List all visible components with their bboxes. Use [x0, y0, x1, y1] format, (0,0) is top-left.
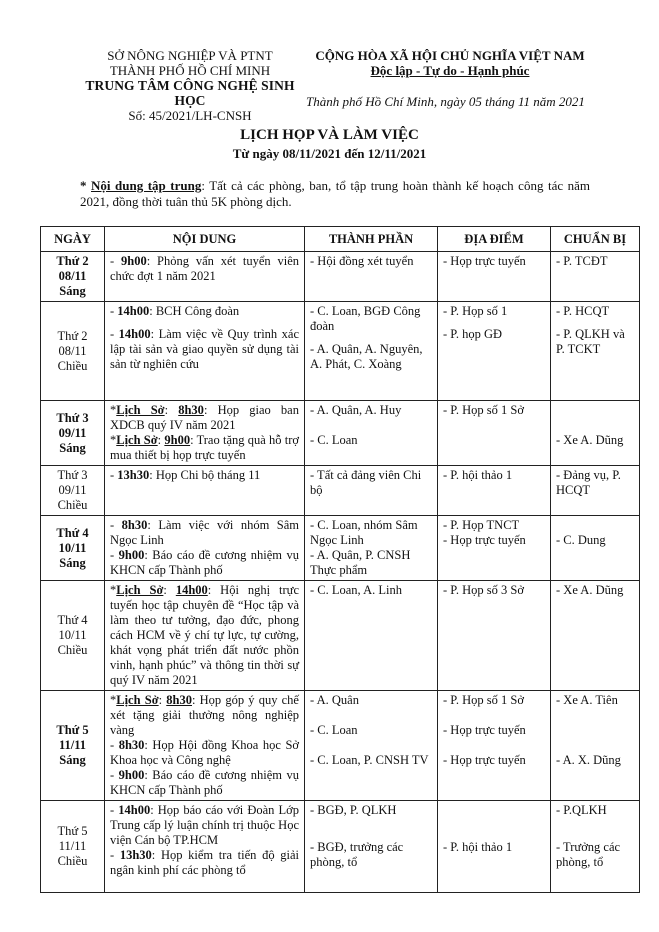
day-line: 09/11: [58, 425, 87, 440]
day-line: 08/11: [58, 343, 87, 358]
agenda-time: 14h00: [118, 803, 151, 817]
place-entry: - P. hội thảo 1: [443, 840, 513, 854]
day-line: Thứ 2: [56, 254, 89, 268]
place-entry: - P. Họp số 1 Sở: [443, 693, 524, 707]
agenda-item: - 14h00: Họp báo cáo với Đoàn Lớp Trung cấp lý luận chính trị thuộc Học viện Cán bộ TP.HCM: [110, 803, 299, 847]
day-cell: [41, 401, 105, 466]
agenda-source-label: Lịch Sở: [116, 583, 164, 597]
agenda-source-label: Lịch Sở: [116, 433, 158, 447]
day-line: Thứ 3: [57, 468, 88, 482]
prep-cell: [551, 466, 640, 516]
agenda-item: *Lịch Sở: 14h00: Hội nghị trực tuyến học tập chuyên đề “Học tập và làm theo tư tưởng, đạo đức, phong cách HCM về ý chí tự lực, tự cường, khát vọng phát triển đất nước phồn vinh, hạnh phúc” và thông tin thời sự quý IV năm 2021: [110, 583, 300, 687]
prep-entry: - P. HCQT: [556, 304, 610, 318]
day-cell: [41, 466, 105, 516]
members-cell: [305, 466, 438, 516]
member-entry: - A. Quân, A. Huy: [310, 403, 402, 417]
members-cell: [305, 691, 438, 801]
agenda-text: : Họp Chi bộ tháng 11: [149, 468, 261, 482]
place-entry: [443, 433, 545, 448]
member-entry: - C. Loan, nhóm Sâm Ngọc Linh: [310, 518, 418, 547]
agenda-item: - 14h00: BCH Công đoàn: [110, 304, 240, 318]
agenda-time: 13h30: [117, 468, 150, 482]
agenda-time: 14h00: [175, 583, 208, 597]
day-line: Chiều: [57, 498, 88, 512]
content-cell: [105, 302, 305, 401]
place-cell: [438, 302, 551, 401]
agency-line-2: THÀNH PHỐ HỒ CHÍ MINH: [109, 63, 271, 78]
agenda-text: : Họp báo cáo với Đoàn Lớp Trung cấp lý luận chính trị thuộc Học viện Cán bộ TP.HCM: [110, 803, 299, 847]
day-line: Thứ 3: [56, 410, 89, 425]
prep-entry: [556, 723, 634, 738]
prep-entry: [556, 518, 634, 533]
agenda-item: - 9h00: Phỏng vấn xét tuyển viên chức đợt 1 năm 2021: [110, 254, 299, 283]
place-cell: [438, 516, 551, 581]
place-cell: [438, 581, 551, 691]
place-entry: - Họp trực tuyến: [443, 753, 526, 767]
table-row: [41, 252, 640, 302]
place-cell: [438, 691, 551, 801]
day-line: Sáng: [59, 555, 86, 570]
place-entry: - P. Họp số 3 Sở: [443, 583, 524, 597]
day-line: Sáng: [59, 753, 86, 767]
day-line: Thứ 5: [57, 824, 88, 838]
prep-cell: [551, 302, 640, 401]
prep-cell: [551, 401, 640, 466]
prep-entry: - Xe A. Dũng: [556, 433, 624, 447]
agenda-text: : Hội nghị trực tuyến học tập chuyên đề “Học tập và làm theo tư tưởng, đạo đức, phong cách HCM về ý chí tự lực, tự cường, khát vọng phát triển đất nước phồn vinh, hạnh phúc” và thông tin thời sự quý IV năm 2021: [110, 583, 300, 687]
table-row: [41, 466, 640, 516]
day-cell: [41, 581, 105, 691]
member-entry: - BGĐ, trưởng các phòng, tổ: [310, 840, 404, 869]
prep-cell: [551, 581, 640, 691]
prep-entry: - A. X. Dũng: [556, 753, 621, 767]
prep-entry: - Đảng vụ, P. HCQT: [556, 468, 621, 497]
prep-entry: [556, 403, 634, 418]
agenda-time: 8h30: [118, 738, 145, 752]
table-row: [41, 581, 640, 691]
column-header-prep: CHUẨN BỊ: [551, 227, 640, 252]
agenda-item: - 9h00: Báo cáo đề cương nhiệm vụ KHCN cấp Thành phố: [110, 548, 299, 577]
member-entry: - A. Quân, A. Nguyên, A. Phát, C. Xoàng: [310, 342, 423, 371]
member-entry: - C. Loan, P. CNSH TV: [310, 753, 429, 767]
day-line: Thứ 4: [56, 525, 89, 540]
place-entry: - Họp trực tuyến: [443, 254, 526, 268]
agenda-item: - 9h00: Báo cáo đề cương nhiệm vụ KHCN cấp Thành phố: [110, 768, 299, 797]
focus-lead-label: Nội dung tập trung: [91, 178, 202, 193]
content-cell: [105, 252, 305, 302]
agenda-time: 9h00: [164, 433, 191, 447]
schedule-table: [40, 226, 640, 893]
member-entry: - A. Quân: [310, 693, 359, 707]
members-cell: [305, 581, 438, 691]
place-cell: [438, 252, 551, 302]
day-line: 11/11: [58, 738, 87, 752]
member-entry: - C. Loan, A. Linh: [310, 583, 403, 597]
member-entry: - Hội đồng xét tuyển: [310, 254, 414, 268]
day-line: Chiều: [57, 358, 88, 373]
agenda-time: 8h30: [166, 693, 192, 707]
focus-text: : Tất cả các phòng, ban, tổ tập trung hoàn thành kế hoạch công tác năm 2021, đồng thời tuân thủ 5K phòng dịch.: [80, 178, 591, 209]
member-entry: - A. Quân, P. CNSH Thực phẩm: [310, 548, 411, 577]
agenda-time: 14h00: [118, 327, 151, 341]
table-row: [41, 401, 640, 466]
agenda-time: 8h30: [178, 403, 204, 417]
prep-entry: - C. Dung: [556, 533, 606, 547]
agenda-text: : Họp giao ban XDCB quý IV năm 2021: [110, 403, 299, 432]
day-line: Sáng: [59, 284, 86, 298]
member-entry: - BGĐ, P. QLKH: [310, 803, 397, 817]
agenda-time: 8h30: [121, 518, 148, 532]
agenda-text: : Phỏng vấn xét tuyển viên chức đợt 1 năm 2021: [110, 254, 299, 283]
agenda-item: - 13h30: Họp Chi bộ tháng 11: [110, 468, 261, 482]
day-cell: [41, 516, 105, 581]
agenda-text: : Họp góp ý quy chế xét tặng giải thưởng nông nghiệp vàng: [110, 693, 299, 737]
place-entry: - P. Họp số 1: [443, 304, 508, 318]
members-cell: [305, 516, 438, 581]
member-entry: - C. Loan, BGĐ Công đoàn: [310, 304, 421, 333]
agenda-text: : Trao tặng quà hỗ trợ mua thiết bị họp trực tuyến: [110, 433, 299, 462]
place-entry: - P. Họp TNCT: [443, 518, 520, 532]
prep-entry: - Xe A. Tiên: [556, 693, 618, 707]
agenda-time: 9h00: [118, 768, 145, 782]
place-entry: - P. hội thảo 1: [443, 468, 513, 482]
agenda-text: : BCH Công đoàn: [149, 304, 240, 318]
prep-entry: - P. QLKH và P. TCKT: [556, 327, 625, 356]
content-cell: [105, 581, 305, 691]
day-line: Sáng: [59, 440, 86, 455]
document-title: LỊCH HỌP VÀ LÀM VIỆC: [240, 127, 419, 143]
table-row: [41, 691, 640, 801]
column-header-members: THÀNH PHẦN: [305, 227, 438, 252]
agenda-text: : Làm việc về Quy trình xác lập tài sản và giao quyền sử dụng tài sản từ nghiên cứu: [110, 327, 299, 371]
day-line: 08/11: [58, 269, 87, 283]
focus-note: [80, 178, 590, 210]
table-row: [41, 302, 640, 401]
column-header-content: NỘI DUNG: [105, 227, 305, 252]
table-row: [41, 801, 640, 893]
day-line: 10/11: [58, 628, 87, 642]
day-line: Thứ 2: [57, 328, 88, 343]
agenda-source-label: Lịch Sở: [116, 403, 165, 417]
place-cell: [438, 466, 551, 516]
day-cell: [41, 691, 105, 801]
agenda-item: *Lịch Sở: 8h30: Họp giao ban XDCB quý IV năm 2021: [110, 403, 299, 432]
content-cell: [105, 401, 305, 466]
issue-date: Thành phố Hồ Chí Minh, ngày 05 tháng 11 năm 2021: [306, 94, 585, 109]
content-cell: [105, 691, 305, 801]
prep-entry: - P.QLKH: [556, 803, 607, 817]
prep-entry: - Trưởng các phòng, tổ: [556, 840, 621, 869]
table-header-row: [41, 227, 640, 252]
national-header-block: [300, 48, 600, 78]
document-number: Số: 45/2021/LH-CNSH: [128, 108, 252, 123]
day-line: Thứ 4: [57, 613, 88, 627]
national-motto: Độc lập - Tự do - Hạnh phúc: [370, 63, 530, 78]
members-cell: [305, 302, 438, 401]
prep-entry: - P. TCĐT: [556, 254, 608, 268]
prep-entry: - Xe A. Dũng: [556, 583, 624, 597]
day-line: Chiều: [57, 643, 88, 657]
agenda-time: 9h00: [118, 548, 145, 562]
agenda-time: 13h30: [119, 848, 152, 862]
column-header-place: ĐỊA ĐIỂM: [438, 227, 551, 252]
day-line: Chiều: [57, 854, 88, 868]
prep-cell: [551, 801, 640, 893]
agenda-item: *Lịch Sở: 8h30: Họp góp ý quy chế xét tặng giải thưởng nông nghiệp vàng: [110, 693, 299, 737]
content-cell: [105, 801, 305, 893]
content-cell: [105, 466, 305, 516]
day-cell: [41, 302, 105, 401]
members-cell: [305, 801, 438, 893]
agenda-time: 9h00: [121, 254, 147, 268]
agenda-text: : Làm việc với nhóm Sâm Ngọc Linh: [110, 518, 299, 547]
agenda-text: : Họp kiểm tra tiến độ giải ngân kinh phí các phòng tổ: [110, 848, 299, 877]
day-line: 09/11: [58, 483, 87, 497]
day-cell: [41, 252, 105, 302]
column-header-day: NGÀY: [41, 227, 105, 252]
place-entry: - P. họp GĐ: [443, 327, 503, 341]
members-cell: [305, 401, 438, 466]
document-subtitle: Từ ngày 08/11/2021 đến 12/11/2021: [232, 146, 427, 161]
issuing-agency-block: [70, 48, 310, 123]
agenda-item: - 8h30: Làm việc với nhóm Sâm Ngọc Linh: [110, 518, 299, 547]
agenda-text: : Họp Hội đồng Khoa học Sở Khoa học và Công nghệ: [110, 738, 300, 767]
focus-lead: * Nội dung tập trung: [80, 178, 202, 193]
place-entry: [443, 803, 545, 818]
agenda-text: : Báo cáo đề cương nhiệm vụ KHCN cấp Thành phố: [110, 768, 299, 797]
member-entry: - C. Loan: [310, 433, 358, 447]
agenda-item: - 8h30: Họp Hội đồng Khoa học Sở Khoa học và Công nghệ: [110, 738, 300, 767]
place-cell: [438, 801, 551, 893]
table-row: [41, 516, 640, 581]
place-entry: - Họp trực tuyến: [443, 533, 526, 547]
place-entry: - P. Họp số 1 Sở: [443, 403, 524, 417]
prep-cell: [551, 252, 640, 302]
agenda-item: - 13h30: Họp kiểm tra tiến độ giải ngân kinh phí các phòng tổ: [110, 848, 299, 877]
agency-name: TRUNG TÂM CÔNG NGHỆ SINH HỌC: [85, 78, 295, 108]
day-line: 10/11: [58, 540, 87, 555]
agenda-text: : Báo cáo đề cương nhiệm vụ KHCN cấp Thành phố: [110, 548, 299, 577]
member-entry: - C. Loan: [310, 723, 358, 737]
agenda-item: - 14h00: Làm việc về Quy trình xác lập tài sản và giao quyền sử dụng tài sản từ nghiên cứu: [110, 327, 299, 371]
agenda-source-label: Lịch Sở: [116, 693, 159, 707]
day-line: 11/11: [58, 839, 87, 853]
national-title: CỘNG HÒA XÃ HỘI CHỦ NGHĨA VIỆT NAM: [315, 48, 585, 63]
content-cell: [105, 516, 305, 581]
place-cell: [438, 401, 551, 466]
agency-line-1: SỞ NÔNG NGHIỆP VÀ PTNT: [107, 48, 273, 63]
day-line: Thứ 5: [56, 723, 89, 737]
agenda-item: *Lịch Sở: 9h00: Trao tặng quà hỗ trợ mua thiết bị họp trực tuyến: [110, 433, 299, 462]
member-entry: - Tất cả đảng viên Chi bộ: [310, 468, 422, 497]
prep-cell: [551, 691, 640, 801]
agenda-time: 14h00: [117, 304, 150, 318]
prep-cell: [551, 516, 640, 581]
members-cell: [305, 252, 438, 302]
day-cell: [41, 801, 105, 893]
place-entry: - Họp trực tuyến: [443, 723, 526, 737]
